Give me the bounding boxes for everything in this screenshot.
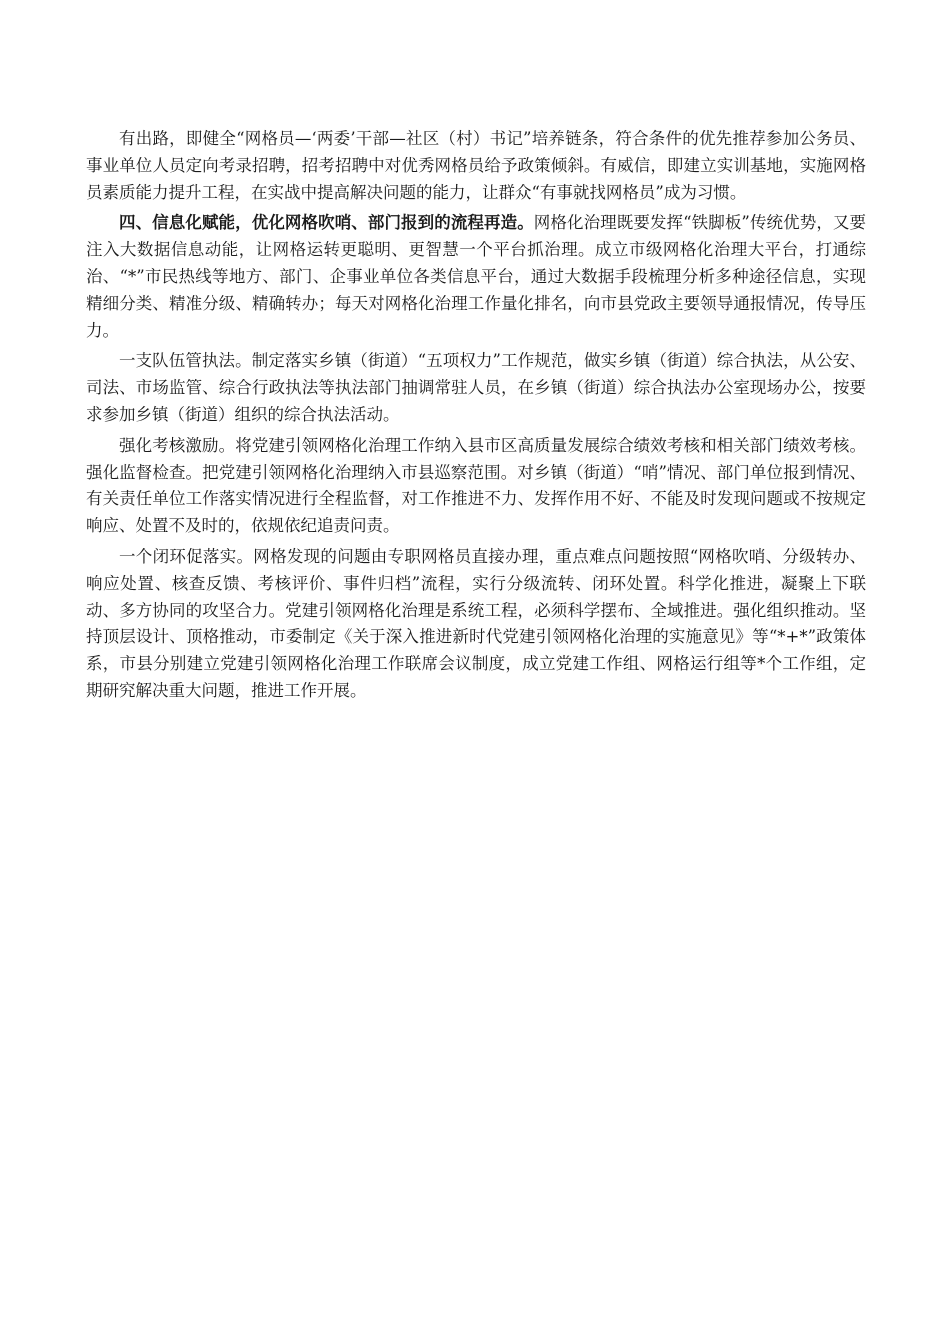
paragraph-text: 一支队伍管执法。制定落实乡镇（街道）“五项权力”工作规范，做实乡镇（街道）综合执法，从公安、司法、市场监管、综合行政执法等执法部门抽调常驻人员，在乡镇（街道）综合执法办公室现场办公，按要求参加乡镇（街道）组织的综合执法活动。 — [86, 351, 866, 424]
paragraph-text: 一个闭环促落实。网格发现的问题由专职网格员直接办理，重点难点问题按照“网格吹哨、分级转办、响应处置、核查反馈、考核评价、事件归档”流程，实行分级流转、闭环处置。科学化推进，凝聚上下联动、多方协同的攻坚合力。党建引领网格化治理是系统工程，必须科学摆布、全域推进。强化组织推动。坚持顶层设计、顶格推动，市委制定《关于深入推进新时代党建引领网格化治理的实施意见》等“*+*”政策体系，市县分别建立党建引领网格化治理工作联席会议制度，成立党建工作组、网格运行组等*个工作组，定期研究解决重大问题，推进工作开展。 — [86, 546, 866, 700]
document-body — [86, 126, 866, 709]
paragraph-section-four — [86, 210, 866, 344]
section-heading: 四、信息化赋能，优化网格吹哨、部门报到的流程再造。 — [119, 213, 534, 233]
paragraph-text: 强化考核激励。将党建引领网格化治理工作纳入县市区高质量发展综合绩效考核和相关部门绩效考核。强化监督检查。把党建引领网格化治理纳入市县巡察范围。对乡镇（街道）“哨”情况、部门单位报到情况、有关责任单位工作落实情况进行全程监督，对工作推进不力、发挥作用不好、不能及时发现问题或不按规定响应、处置不及时的，依规依纪追责问责。 — [86, 435, 866, 536]
paragraph-law-enforcement — [86, 348, 866, 428]
paragraph-assessment — [86, 433, 866, 540]
paragraph-closed-loop — [86, 544, 866, 705]
paragraph-career-path — [86, 126, 866, 206]
paragraph-text: 有出路，即健全“网格员—‘两委’干部—社区（村）书记”培养链条，符合条件的优先推荐参加公务员、事业单位人员定向考录招聘，招考招聘中对优秀网格员给予政策倾斜。有威信，即建立实训基地，实施网格员素质能力提升工程，在实战中提高解决问题的能力，让群众“有事就找网格员”成为习惯。 — [86, 129, 866, 202]
paragraph-text: 网格化治理既要发挥“铁脚板”传统优势，又要注入大数据信息动能，让网格运转更聪明、更智慧一个平台抓治理。成立市级网格化治理大平台，打通综治、“*”市民热线等地方、部门、企事业单位各类信息平台，通过大数据手段梳理分析多种途径信息，实现精细分类、精准分级、精确转办；每天对网格化治理工作量化排名，向市县党政主要领导通报情况，传导压力。 — [86, 213, 867, 340]
